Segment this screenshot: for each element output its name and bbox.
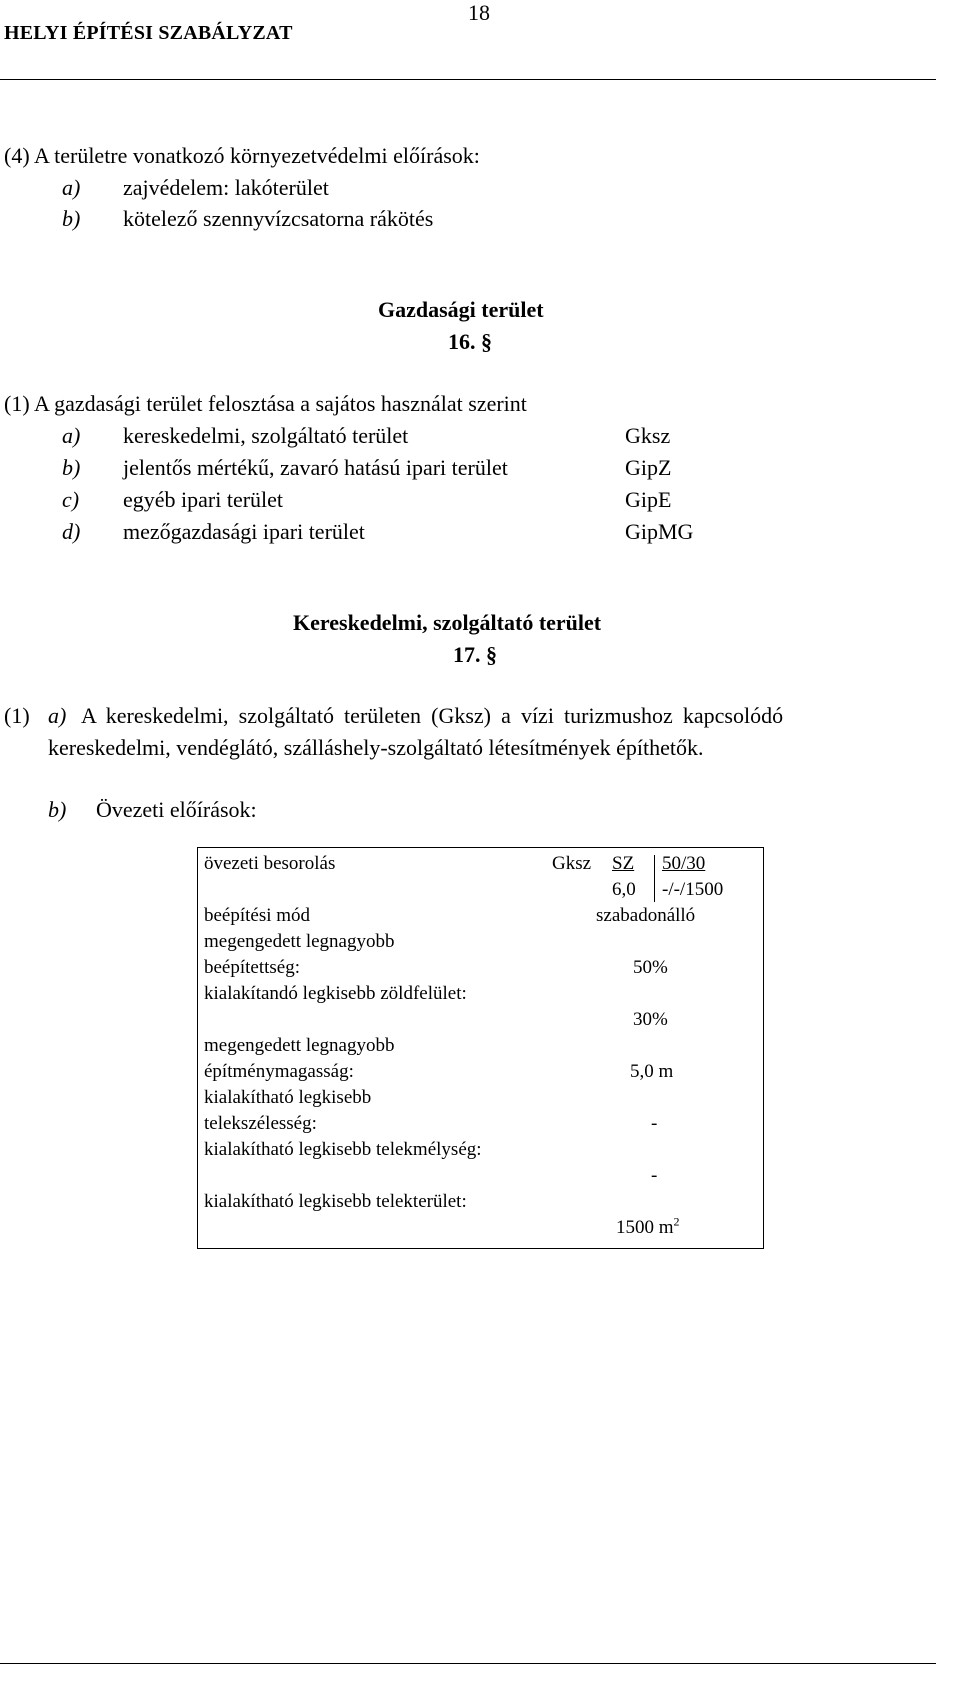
table-label-telekmelyseg: kialakítható legkisebb telekmélység:	[204, 1139, 482, 1160]
gazdasagi-item-c-code: GipE	[625, 487, 672, 512]
footer-rule	[0, 1663, 936, 1664]
section-4-item-b-marker: b)	[62, 206, 81, 231]
table-label-telekszelesseg-1: kialakítható legkisebb	[204, 1087, 372, 1108]
table-label-beepitettseg-1: megengedett legnagyobb	[204, 931, 395, 952]
header-rule	[0, 79, 936, 80]
gazdasagi-item-a-text: kereskedelmi, szolgáltató terület	[123, 423, 409, 448]
gazdasagi-item-a-marker: a)	[62, 423, 81, 448]
page-number: 18	[468, 0, 490, 25]
paragraph-number-16: 16. §	[448, 329, 492, 354]
table-label-epitmenymagassag-2: építménymagasság:	[204, 1061, 354, 1082]
gazdasagi-item-d-code: GipMG	[625, 519, 694, 544]
section-title-kereskedelmi: Kereskedelmi, szolgáltató terület	[293, 610, 602, 635]
kereskedelmi-p2-marker: b)	[48, 797, 67, 822]
zone-code-height: 6,0	[612, 879, 636, 900]
section-4-heading: (4) A területre vonatkozó környezetvédelmi előírások:	[4, 143, 480, 168]
table-label-telekterulet: kialakítható legkisebb telekterület:	[204, 1191, 467, 1212]
gazdasagi-item-c-marker: c)	[62, 487, 80, 512]
kereskedelmi-p1-number: (1)	[4, 703, 30, 728]
gazdasagi-item-a-code: Gksz	[625, 423, 671, 448]
table-label-beepitettseg-2: beépítettség:	[204, 957, 301, 978]
kereskedelmi-p2-text: Övezeti előírások:	[96, 797, 257, 822]
table-value-zoldfelulet: 30%	[633, 1009, 668, 1030]
table-label-ovezeti-besorolas: övezeti besorolás	[204, 853, 336, 874]
section-title-gazdasagi: Gazdasági terület	[378, 297, 544, 322]
zone-code-ratio: 50/30	[662, 853, 706, 874]
kereskedelmi-p1-marker: a)	[48, 703, 67, 728]
section-4-item-a-text: zajvédelem: lakóterület	[123, 175, 329, 200]
gazdasagi-item-b-marker: b)	[62, 455, 81, 480]
document-header-title: HELYI ÉPÍTÉSI SZABÁLYZAT	[4, 22, 293, 44]
table-value-beepitettseg: 50%	[633, 957, 668, 978]
table-label-telekszelesseg-2: telekszélesség:	[204, 1113, 317, 1134]
section-4-item-b-text: kötelező szennyvízcsatorna rákötés	[123, 206, 434, 231]
gazdasagi-item-d-marker: d)	[62, 519, 81, 544]
table-label-zoldfelulet: kialakítandó legkisebb zöldfelület:	[204, 983, 467, 1004]
table-value-telekszelesseg: -	[651, 1113, 658, 1134]
table-label-epitmenymagassag-1: megengedett legnagyobb	[204, 1035, 395, 1056]
section-4-item-a-marker: a)	[62, 175, 81, 200]
table-value-epitmenymagassag: 5,0 m	[630, 1061, 674, 1082]
gazdasagi-item-c-text: egyéb ipari terület	[123, 487, 284, 512]
gazdasagi-item-d-text: mezőgazdasági ipari terület	[123, 519, 365, 544]
zone-code-sz: SZ	[612, 853, 635, 874]
table-value-telekterulet-exponent: 2	[673, 1214, 680, 1229]
table-label-beepitesi-mod: beépítési mód	[204, 905, 311, 926]
gazdasagi-item-b-code: GipZ	[625, 455, 672, 480]
zone-code-divider	[654, 855, 655, 902]
table-value-telekterulet	[616, 1214, 680, 1239]
kereskedelmi-p1-line1: A kereskedelmi, szolgáltató területen (Gksz) a vízi turizmushoz kapcsolódó	[81, 703, 784, 728]
table-value-beepitesi-mod: szabadonálló	[596, 905, 696, 926]
table-value-telekmelyseg: -	[651, 1165, 658, 1186]
gazdasagi-item-b-text: jelentős mértékű, zavaró hatású ipari terület	[123, 455, 508, 480]
gazdasagi-intro: (1) A gazdasági terület felosztása a sajátos használat szerint	[4, 391, 527, 416]
zone-code-prefix: Gksz	[552, 853, 592, 874]
zone-code-rest: -/-/1500	[662, 879, 724, 900]
kereskedelmi-p1-line2: kereskedelmi, vendéglátó, szálláshely-szolgáltató létesítmények építhetők.	[48, 735, 704, 760]
table-value-telekterulet-number: 1500 m	[616, 1217, 674, 1238]
paragraph-number-17: 17. §	[453, 642, 497, 667]
